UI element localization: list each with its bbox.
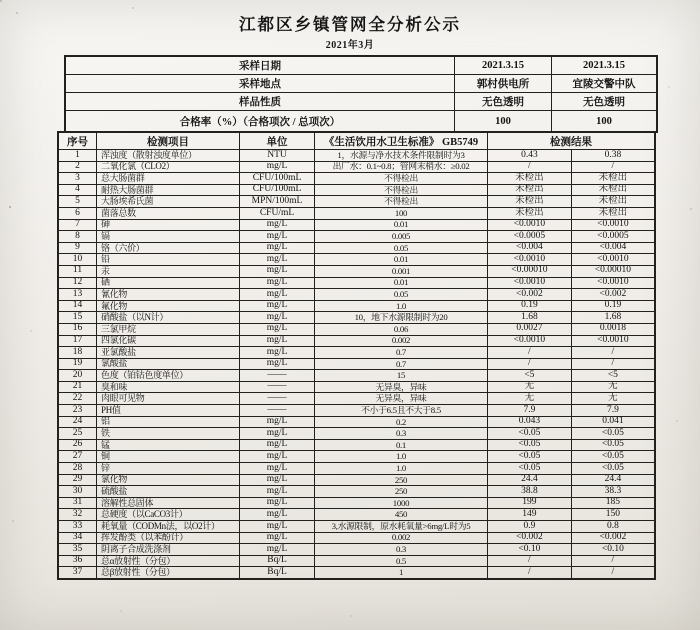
info-row-pass-rate: [65, 111, 657, 133]
result-sample-1: <0.00010: [488, 265, 572, 277]
row-number: 30: [58, 486, 97, 498]
info-label-sample-nature: 样品性质: [65, 93, 455, 111]
result-sample-1: 未检出: [488, 196, 572, 208]
result-sample-1: <0.002: [488, 532, 572, 544]
result-sample-2: <0.0010: [571, 219, 655, 231]
result-sample-1: <0.002: [488, 289, 572, 301]
row-number: 22: [58, 393, 97, 405]
row-number: 33: [58, 521, 97, 533]
unit: mg/L: [240, 416, 315, 428]
unit: mg/L: [240, 161, 315, 173]
result-sample-1: <0.05: [488, 428, 572, 440]
result-sample-2: 未检出: [571, 207, 655, 219]
result-sample-2: 150: [571, 509, 655, 521]
info-value-sampling-date-1: 2021.3.15: [455, 56, 552, 75]
standard-limit: 1.0: [315, 451, 488, 463]
unit: ——: [240, 393, 315, 405]
table-row: [58, 265, 655, 277]
item-name: 亚氯酸盐: [97, 347, 240, 359]
item-name: 四氯化碳: [97, 335, 240, 347]
result-sample-2: /: [571, 555, 655, 567]
table-row: [58, 393, 655, 405]
results-table: [57, 131, 656, 580]
result-sample-1: <0.0010: [488, 219, 572, 231]
standard-limit: 0.01: [315, 277, 488, 289]
result-sample-1: /: [488, 358, 572, 370]
unit: mg/L: [240, 486, 315, 498]
result-sample-2: 38.3: [571, 486, 655, 498]
unit: CFU/100mL: [240, 184, 315, 196]
row-number: 37: [58, 567, 97, 579]
result-sample-1: 199: [488, 497, 572, 509]
table-row: [58, 497, 655, 509]
row-number: 26: [58, 439, 97, 451]
row-number: 12: [58, 277, 97, 289]
document-subtitle: 2021年3月: [325, 40, 375, 51]
item-name: 镉: [97, 231, 240, 243]
table-row: [58, 347, 655, 359]
row-number: 8: [58, 231, 97, 243]
result-sample-1: 0.9: [488, 521, 572, 533]
unit: ——: [240, 381, 315, 393]
standard-limit: 0.002: [315, 532, 488, 544]
table-row: [58, 474, 655, 486]
table-row: [58, 150, 655, 162]
result-sample-1: /: [488, 347, 572, 359]
unit: Bq/L: [240, 555, 315, 567]
result-sample-1: <0.05: [488, 439, 572, 451]
result-sample-1: 0.43: [488, 150, 572, 162]
row-number: 28: [58, 463, 97, 475]
table-row: [58, 219, 655, 231]
row-number: 11: [58, 265, 97, 277]
item-name: 锌: [97, 463, 240, 475]
item-name: 色度（铂钴色度单位）: [97, 370, 240, 382]
row-number: 31: [58, 497, 97, 509]
result-sample-2: <0.0005: [571, 231, 655, 243]
unit: mg/L: [240, 323, 315, 335]
unit: CFU/mL: [240, 207, 315, 219]
unit: mg/L: [240, 532, 315, 544]
info-value-sampling-location-1: 郭村供电所: [455, 75, 552, 93]
item-name: 大肠埃希氏菌: [97, 196, 240, 208]
info-row-sampling-date: [65, 56, 657, 75]
row-number: 36: [58, 555, 97, 567]
row-number: 14: [58, 300, 97, 312]
result-sample-2: 0.0018: [571, 323, 655, 335]
result-sample-2: 0.38: [571, 150, 655, 162]
row-number: 32: [58, 509, 97, 521]
item-name: 总硬度（以CaCO3计）: [97, 509, 240, 521]
item-name: 铬（六价）: [97, 242, 240, 254]
table-row: [58, 277, 655, 289]
row-number: 13: [58, 289, 97, 301]
result-sample-2: /: [571, 347, 655, 359]
result-sample-1: 无: [488, 381, 572, 393]
standard-limit: 1.0: [315, 463, 488, 475]
result-sample-1: /: [488, 555, 572, 567]
result-sample-2: 0.19: [571, 300, 655, 312]
standard-limit: 不小于6.5且不大于8.5: [315, 405, 488, 417]
standard-limit: 0.3: [315, 544, 488, 556]
result-sample-1: 0.19: [488, 300, 572, 312]
unit: mg/L: [240, 497, 315, 509]
result-sample-1: <0.0010: [488, 335, 572, 347]
item-name: PH值: [97, 405, 240, 417]
unit: MPN/100mL: [240, 196, 315, 208]
table-row: [58, 207, 655, 219]
table-row: [58, 231, 655, 243]
result-sample-2: 0.8: [571, 521, 655, 533]
unit: mg/L: [240, 439, 315, 451]
standard-limit: 250: [315, 486, 488, 498]
row-number: 34: [58, 532, 97, 544]
unit: mg/L: [240, 254, 315, 266]
table-row: [58, 300, 655, 312]
standard-limit: 0.01: [315, 254, 488, 266]
row-number: 6: [58, 207, 97, 219]
unit: mg/L: [240, 265, 315, 277]
standard-limit: 0.7: [315, 358, 488, 370]
item-name: 总α放射性（分包）: [97, 555, 240, 567]
result-sample-2: <0.05: [571, 451, 655, 463]
standard-limit: 250: [315, 474, 488, 486]
item-name: 锰: [97, 439, 240, 451]
info-value-sample-nature-2: 无色透明: [552, 93, 658, 111]
result-sample-1: <0.0005: [488, 231, 572, 243]
table-row: [58, 451, 655, 463]
unit: mg/L: [240, 219, 315, 231]
standard-limit: 出厂水：0.1~0.8；管网末梢水：≥0.02: [315, 161, 488, 173]
result-sample-2: 无: [571, 393, 655, 405]
row-number: 7: [58, 219, 97, 231]
standard-limit: 不得检出: [315, 196, 488, 208]
standard-limit: 0.06: [315, 323, 488, 335]
item-name: 汞: [97, 265, 240, 277]
item-name: 氯酸盐: [97, 358, 240, 370]
table-row: [58, 254, 655, 266]
unit: mg/L: [240, 289, 315, 301]
row-number: 15: [58, 312, 97, 324]
unit: ——: [240, 370, 315, 382]
standard-limit: 450: [315, 509, 488, 521]
standard-limit: 0.002: [315, 335, 488, 347]
table-row: [58, 242, 655, 254]
table-row: [58, 486, 655, 498]
result-sample-1: <5: [488, 370, 572, 382]
table-row: [58, 335, 655, 347]
unit: mg/L: [240, 335, 315, 347]
item-name: 铜: [97, 451, 240, 463]
results-table-body: [58, 150, 655, 579]
result-sample-1: 1.68: [488, 312, 572, 324]
standard-limit: 0.05: [315, 242, 488, 254]
document-title: 江都区乡镇管网全分析公示: [239, 16, 461, 34]
standard-limit: 不得检出: [315, 173, 488, 185]
result-sample-1: <0.0010: [488, 254, 572, 266]
row-number: 21: [58, 381, 97, 393]
result-sample-1: <0.05: [488, 463, 572, 475]
row-number: 10: [58, 254, 97, 266]
item-name: 氯化物: [97, 474, 240, 486]
table-row: [58, 184, 655, 196]
unit: mg/L: [240, 428, 315, 440]
standard-limit: 1: [315, 567, 488, 579]
row-number: 2: [58, 161, 97, 173]
row-number: 9: [58, 242, 97, 254]
result-sample-2: <0.0010: [571, 254, 655, 266]
standard-limit: 15: [315, 370, 488, 382]
result-sample-2: 未检出: [571, 184, 655, 196]
result-sample-1: <0.05: [488, 451, 572, 463]
result-sample-2: /: [571, 358, 655, 370]
unit: ——: [240, 405, 315, 417]
result-sample-2: <0.002: [571, 289, 655, 301]
standard-limit: 0.3: [315, 428, 488, 440]
result-sample-1: /: [488, 567, 572, 579]
table-row: [58, 312, 655, 324]
header-standard: 《生活饮用水卫生标准》 GB5749: [315, 132, 488, 150]
row-number: 17: [58, 335, 97, 347]
unit: mg/L: [240, 242, 315, 254]
row-number: 27: [58, 451, 97, 463]
standard-limit: 1.0: [315, 300, 488, 312]
unit: mg/L: [240, 451, 315, 463]
unit: mg/L: [240, 300, 315, 312]
header-unit: 单位: [240, 132, 315, 150]
table-row: [58, 428, 655, 440]
standard-limit: 0.01: [315, 219, 488, 231]
row-number: 16: [58, 323, 97, 335]
result-sample-2: <5: [571, 370, 655, 382]
table-row: [58, 544, 655, 556]
standard-limit: 0.1: [315, 439, 488, 451]
table-row: [58, 416, 655, 428]
result-sample-2: <0.05: [571, 428, 655, 440]
result-sample-1: 未检出: [488, 184, 572, 196]
standard-limit: 无异臭，异味: [315, 393, 488, 405]
result-sample-2: 无: [571, 381, 655, 393]
item-name: 硒: [97, 277, 240, 289]
result-sample-2: <0.002: [571, 532, 655, 544]
unit: mg/L: [240, 544, 315, 556]
table-row: [58, 555, 655, 567]
info-value-pass-rate-1: 100: [455, 111, 552, 133]
unit: mg/L: [240, 312, 315, 324]
unit: mg/L: [240, 231, 315, 243]
standard-limit: 10，地下水源限制时为20: [315, 312, 488, 324]
info-value-sampling-date-2: 2021.3.15: [552, 56, 658, 75]
sample-info-table: [64, 55, 658, 133]
result-sample-1: 7.9: [488, 405, 572, 417]
unit: Bq/L: [240, 567, 315, 579]
standard-limit: 无异臭，异味: [315, 381, 488, 393]
row-number: 1: [58, 150, 97, 162]
table-row: [58, 405, 655, 417]
item-name: 浑浊度（散射浊度单位）: [97, 150, 240, 162]
row-number: 20: [58, 370, 97, 382]
result-sample-1: 未检出: [488, 207, 572, 219]
result-sample-1: 0.043: [488, 416, 572, 428]
result-sample-2: <0.05: [571, 463, 655, 475]
unit: mg/L: [240, 358, 315, 370]
item-name: 总β放射性（分包）: [97, 567, 240, 579]
standard-limit: 0.005: [315, 231, 488, 243]
unit: mg/L: [240, 521, 315, 533]
table-row: [58, 173, 655, 185]
result-sample-1: 未检出: [488, 173, 572, 185]
table-row: [58, 521, 655, 533]
unit: mg/L: [240, 463, 315, 475]
info-value-sample-nature-1: 无色透明: [455, 93, 552, 111]
result-sample-2: 24.4: [571, 474, 655, 486]
table-row: [58, 463, 655, 475]
table-row: [58, 381, 655, 393]
scan-noise-speckles: [0, 0, 2, 2]
result-sample-2: <0.0010: [571, 335, 655, 347]
item-name: 肉眼可见物: [97, 393, 240, 405]
result-sample-2: 7.9: [571, 405, 655, 417]
header-test-result: 检测结果: [488, 132, 656, 150]
item-name: 总大肠菌群: [97, 173, 240, 185]
item-name: 菌落总数: [97, 207, 240, 219]
result-sample-2: <0.10: [571, 544, 655, 556]
info-row-sample-nature: [65, 93, 657, 111]
item-name: 砷: [97, 219, 240, 231]
table-row: [58, 509, 655, 521]
item-name: 耐热大肠菌群: [97, 184, 240, 196]
result-sample-2: <0.0010: [571, 277, 655, 289]
row-number: 35: [58, 544, 97, 556]
item-name: 三氯甲烷: [97, 323, 240, 335]
results-header-row: [58, 132, 655, 150]
unit: NTU: [240, 150, 315, 162]
item-name: 铁: [97, 428, 240, 440]
item-name: 阴离子合成洗涤剂: [97, 544, 240, 556]
table-row: [58, 567, 655, 579]
standard-limit: 0.05: [315, 289, 488, 301]
unit: mg/L: [240, 509, 315, 521]
row-number: 19: [58, 358, 97, 370]
standard-limit: 3,水源限制，原水耗氧量>6mg/L时为5: [315, 521, 488, 533]
standard-limit: 100: [315, 207, 488, 219]
item-name: 氰化物: [97, 289, 240, 301]
header-test-item: 检测项目: [97, 132, 240, 150]
standard-limit: 0.2: [315, 416, 488, 428]
table-row: [58, 161, 655, 173]
row-number: 5: [58, 196, 97, 208]
result-sample-1: 38.8: [488, 486, 572, 498]
result-sample-2: 未检出: [571, 196, 655, 208]
table-row: [58, 289, 655, 301]
info-label-sampling-date: 采样日期: [65, 56, 455, 75]
header-row-number: 序号: [58, 132, 97, 150]
item-name: 铅: [97, 254, 240, 266]
result-sample-2: <0.004: [571, 242, 655, 254]
result-sample-1: <0.10: [488, 544, 572, 556]
result-sample-2: /: [571, 567, 655, 579]
table-row: [58, 370, 655, 382]
table-row: [58, 323, 655, 335]
item-name: 铝: [97, 416, 240, 428]
result-sample-1: 149: [488, 509, 572, 521]
standard-limit: 0.7: [315, 347, 488, 359]
result-sample-1: <0.004: [488, 242, 572, 254]
row-number: 23: [58, 405, 97, 417]
result-sample-2: <0.00010: [571, 265, 655, 277]
result-sample-1: <0.0010: [488, 277, 572, 289]
row-number: 25: [58, 428, 97, 440]
result-sample-1: /: [488, 161, 572, 173]
unit: mg/L: [240, 347, 315, 359]
result-sample-2: 185: [571, 497, 655, 509]
unit: mg/L: [240, 474, 315, 486]
item-name: 耗氧量（CODMn法，以O2计）: [97, 521, 240, 533]
item-name: 臭和味: [97, 381, 240, 393]
item-name: 氟化物: [97, 300, 240, 312]
result-sample-2: 未检出: [571, 173, 655, 185]
item-name: 挥发酚类（以苯酚计）: [97, 532, 240, 544]
table-row: [58, 532, 655, 544]
table-row: [58, 439, 655, 451]
standard-limit: 0.5: [315, 555, 488, 567]
table-row: [58, 196, 655, 208]
item-name: 二氧化氯（CLO2）: [97, 161, 240, 173]
info-row-sampling-location: [65, 75, 657, 93]
item-name: 溶解性总固体: [97, 497, 240, 509]
item-name: 硫酸盐: [97, 486, 240, 498]
table-row: [58, 358, 655, 370]
row-number: 18: [58, 347, 97, 359]
result-sample-2: /: [571, 161, 655, 173]
unit: CFU/100mL: [240, 173, 315, 185]
result-sample-1: 无: [488, 393, 572, 405]
standard-limit: 不得检出: [315, 184, 488, 196]
row-number: 29: [58, 474, 97, 486]
result-sample-2: 0.041: [571, 416, 655, 428]
row-number: 3: [58, 173, 97, 185]
standard-limit: 1，水源与净水技术条件限制时为3: [315, 150, 488, 162]
info-value-sampling-location-2: 宜陵交警中队: [552, 75, 658, 93]
info-label-pass-rate: 合格率（%）（合格项次 / 总项次）: [65, 111, 455, 133]
standard-limit: 1000: [315, 497, 488, 509]
result-sample-1: 24.4: [488, 474, 572, 486]
item-name: 硝酸盐（以N计）: [97, 312, 240, 324]
result-sample-2: 1.68: [571, 312, 655, 324]
info-value-pass-rate-2: 100: [552, 111, 658, 133]
standard-limit: 0.001: [315, 265, 488, 277]
result-sample-2: <0.05: [571, 439, 655, 451]
result-sample-1: 0.0027: [488, 323, 572, 335]
info-label-sampling-location: 采样地点: [65, 75, 455, 93]
row-number: 4: [58, 184, 97, 196]
row-number: 24: [58, 416, 97, 428]
unit: mg/L: [240, 277, 315, 289]
